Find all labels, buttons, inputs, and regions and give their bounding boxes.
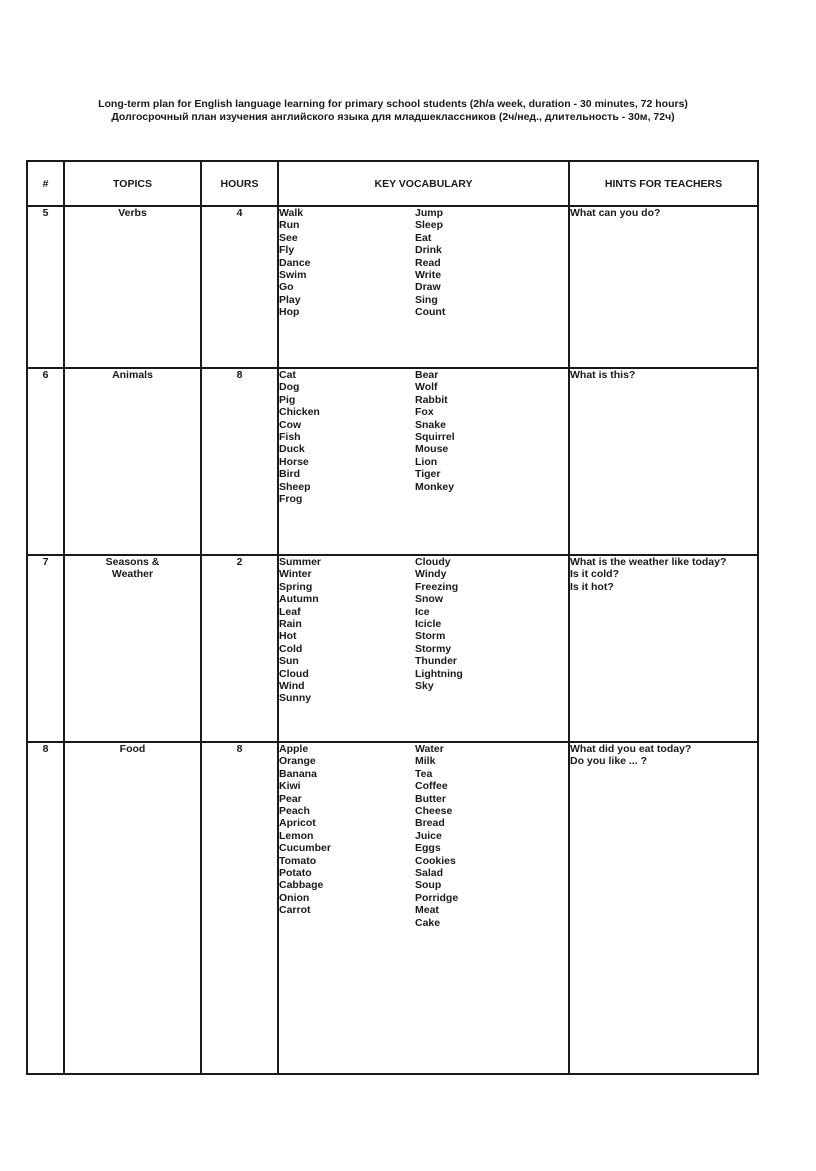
row-topic <box>64 742 201 1074</box>
vocabulary-word: Leaf <box>279 605 301 618</box>
row-hours: 8 <box>201 368 278 555</box>
vocabulary-word: Apricot <box>279 817 316 830</box>
vocabulary-word: Snow <box>415 593 443 606</box>
vocabulary-word: Bird <box>279 468 300 481</box>
vocabulary-word: Hot <box>279 630 297 643</box>
vocabulary-word: Fish <box>279 431 301 444</box>
vocabulary-word: Hop <box>279 306 300 319</box>
hint-line: What is the weather like today? <box>570 556 727 568</box>
vocabulary-word: Pear <box>279 792 302 805</box>
header-topics: TOPICS <box>64 161 201 206</box>
vocabulary-word: Potato <box>279 867 312 880</box>
vocabulary-word: Run <box>279 219 300 232</box>
hint-line: What did you eat today? <box>570 743 692 755</box>
row-hints <box>569 555 758 742</box>
row-hours: 8 <box>201 742 278 1074</box>
hint-line: What is this? <box>570 369 636 381</box>
vocabulary-word: Dog <box>279 381 300 394</box>
vocabulary-word: Squirrel <box>415 431 455 444</box>
vocabulary-word: See <box>279 231 298 244</box>
vocabulary-word: Juice <box>415 829 442 842</box>
vocabulary-word: Cabbage <box>279 879 324 892</box>
row-number: 8 <box>27 742 64 1074</box>
vocabulary-word: Sun <box>279 655 299 668</box>
vocabulary-column-left <box>279 369 415 505</box>
vocabulary-word: Autumn <box>279 593 319 606</box>
vocabulary-word: Cookies <box>415 854 456 867</box>
topic-line: Seasons & <box>105 556 160 568</box>
row-hints <box>569 368 758 555</box>
vocabulary-word: Play <box>279 293 301 306</box>
vocabulary-word: Orange <box>279 755 316 768</box>
header-number: # <box>27 161 64 206</box>
vocabulary-word: Bread <box>415 817 445 830</box>
vocabulary-word: Cat <box>279 369 296 381</box>
row-number: 7 <box>27 555 64 742</box>
row-number: 5 <box>27 206 64 368</box>
vocabulary-word: Wolf <box>415 381 438 394</box>
vocabulary-word: Snake <box>415 418 446 431</box>
vocabulary-column-left <box>279 556 415 705</box>
vocabulary-word: Eat <box>415 231 432 244</box>
vocabulary-word: Salad <box>415 867 444 880</box>
vocabulary-word: Summer <box>279 556 322 568</box>
topic-line: Verbs <box>118 207 147 219</box>
vocabulary-word: Thunder <box>415 655 457 668</box>
vocabulary-word: Cloudy <box>415 556 451 568</box>
vocabulary-word: Carrot <box>279 904 311 917</box>
vocabulary-word: Storm <box>415 630 446 643</box>
vocabulary-word: Chicken <box>279 406 320 419</box>
plan-table <box>26 160 759 1075</box>
vocabulary-word: Sheep <box>279 480 311 493</box>
vocabulary-word: Milk <box>415 755 436 768</box>
vocabulary-word: Coffee <box>415 780 448 793</box>
vocabulary-word: Butter <box>415 792 446 805</box>
topic-line: Weather <box>111 568 154 581</box>
vocabulary-word: Sing <box>415 293 438 306</box>
document-title <box>0 98 786 124</box>
topic-line: Animals <box>112 369 153 381</box>
header-hours: HOURS <box>201 161 278 206</box>
vocabulary-word: Cake <box>415 916 441 929</box>
vocabulary-word: Apple <box>279 743 309 755</box>
title-russian: Долгосрочный план изучения английского языка для младшеклассников (2ч/нед., длительность - 30м, 72ч) <box>111 111 675 123</box>
hint-line: Is it hot? <box>570 580 614 593</box>
vocabulary-word: Read <box>415 256 441 269</box>
row-topic <box>64 368 201 555</box>
vocabulary-word: Freezing <box>415 580 459 593</box>
title-english: Long-term plan for English language learning for primary school students (2h/a week, duration - 30 minutes, 72 hours) <box>98 98 688 110</box>
vocabulary-word: Lightning <box>415 667 463 680</box>
vocabulary-word: Fox <box>415 406 434 419</box>
vocabulary-word: Lemon <box>279 829 314 842</box>
vocabulary-columns <box>279 207 568 319</box>
vocabulary-word: Lion <box>415 455 438 468</box>
vocabulary-word: Cucumber <box>279 842 331 855</box>
vocabulary-word: Jump <box>415 207 444 219</box>
table-row <box>27 368 758 555</box>
row-topic <box>64 206 201 368</box>
vocabulary-word: Cloud <box>279 667 309 680</box>
topic-line: Food <box>119 743 146 755</box>
hint-line: What can you do? <box>570 207 661 219</box>
vocabulary-word: Rain <box>279 618 302 631</box>
vocabulary-word: Sunny <box>279 692 312 705</box>
row-vocabulary <box>278 742 569 1074</box>
vocabulary-word: Duck <box>279 443 305 456</box>
vocabulary-word: Drink <box>415 244 442 257</box>
hint-line: Is it cold? <box>570 568 620 581</box>
vocabulary-word: Kiwi <box>279 780 301 793</box>
vocabulary-word: Sleep <box>415 219 444 232</box>
vocabulary-word: Cheese <box>415 805 453 818</box>
row-hints <box>569 742 758 1074</box>
vocabulary-word: Tiger <box>415 468 441 481</box>
vocabulary-word: Winter <box>279 568 312 581</box>
vocabulary-word: Ice <box>415 605 430 618</box>
vocabulary-word: Write <box>415 269 442 282</box>
vocabulary-word: Draw <box>415 281 441 294</box>
vocabulary-column-right <box>415 743 551 929</box>
vocabulary-word: Windy <box>415 568 447 581</box>
vocabulary-word: Eggs <box>415 842 441 855</box>
vocabulary-word: Tomato <box>279 854 317 867</box>
header-row <box>27 161 758 206</box>
row-topic <box>64 555 201 742</box>
vocabulary-word: Rabbit <box>415 393 448 406</box>
row-vocabulary <box>278 368 569 555</box>
vocabulary-word: Swim <box>279 269 307 282</box>
vocabulary-columns <box>279 369 568 505</box>
vocabulary-word: Spring <box>279 580 313 593</box>
row-hours: 4 <box>201 206 278 368</box>
vocabulary-word: Fly <box>279 244 295 257</box>
table-row <box>27 206 758 368</box>
vocabulary-word: Water <box>415 743 444 755</box>
vocabulary-word: Soup <box>415 879 442 892</box>
vocabulary-word: Horse <box>279 455 309 468</box>
vocabulary-column-right <box>415 556 551 705</box>
vocabulary-columns <box>279 743 568 929</box>
vocabulary-word: Sky <box>415 680 434 693</box>
vocabulary-word: Banana <box>279 767 317 780</box>
table-row <box>27 555 758 742</box>
vocabulary-word: Cold <box>279 642 303 655</box>
vocabulary-column-right <box>415 369 551 505</box>
header-hints: HINTS FOR TEACHERS <box>569 161 758 206</box>
vocabulary-word: Go <box>279 281 294 294</box>
vocabulary-word: Peach <box>279 805 310 818</box>
vocabulary-word: Dance <box>279 256 311 269</box>
vocabulary-word: Walk <box>279 207 304 219</box>
table-row <box>27 742 758 1074</box>
vocabulary-word: Porridge <box>415 891 459 904</box>
vocabulary-word: Meat <box>415 904 439 917</box>
vocabulary-column-left <box>279 207 415 319</box>
vocabulary-word: Mouse <box>415 443 449 456</box>
vocabulary-word: Pig <box>279 393 296 406</box>
vocabulary-word: Tea <box>415 767 433 780</box>
vocabulary-word: Count <box>415 306 446 319</box>
row-hours: 2 <box>201 555 278 742</box>
vocabulary-word: Cow <box>279 418 302 431</box>
vocabulary-word: Stormy <box>415 642 452 655</box>
hint-line: Do you like ... ? <box>570 755 648 768</box>
header-key-vocabulary: KEY VOCABULARY <box>278 161 569 206</box>
vocabulary-word: Frog <box>279 493 303 506</box>
vocabulary-word: Wind <box>279 680 305 693</box>
vocabulary-column-right <box>415 207 551 319</box>
vocabulary-column-left <box>279 743 415 929</box>
vocabulary-word: Onion <box>279 891 310 904</box>
vocabulary-columns <box>279 556 568 705</box>
vocabulary-word: Bear <box>415 369 439 381</box>
vocabulary-word: Icicle <box>415 618 442 631</box>
row-vocabulary <box>278 206 569 368</box>
row-hints <box>569 206 758 368</box>
vocabulary-word: Monkey <box>415 480 455 493</box>
row-number: 6 <box>27 368 64 555</box>
row-vocabulary <box>278 555 569 742</box>
